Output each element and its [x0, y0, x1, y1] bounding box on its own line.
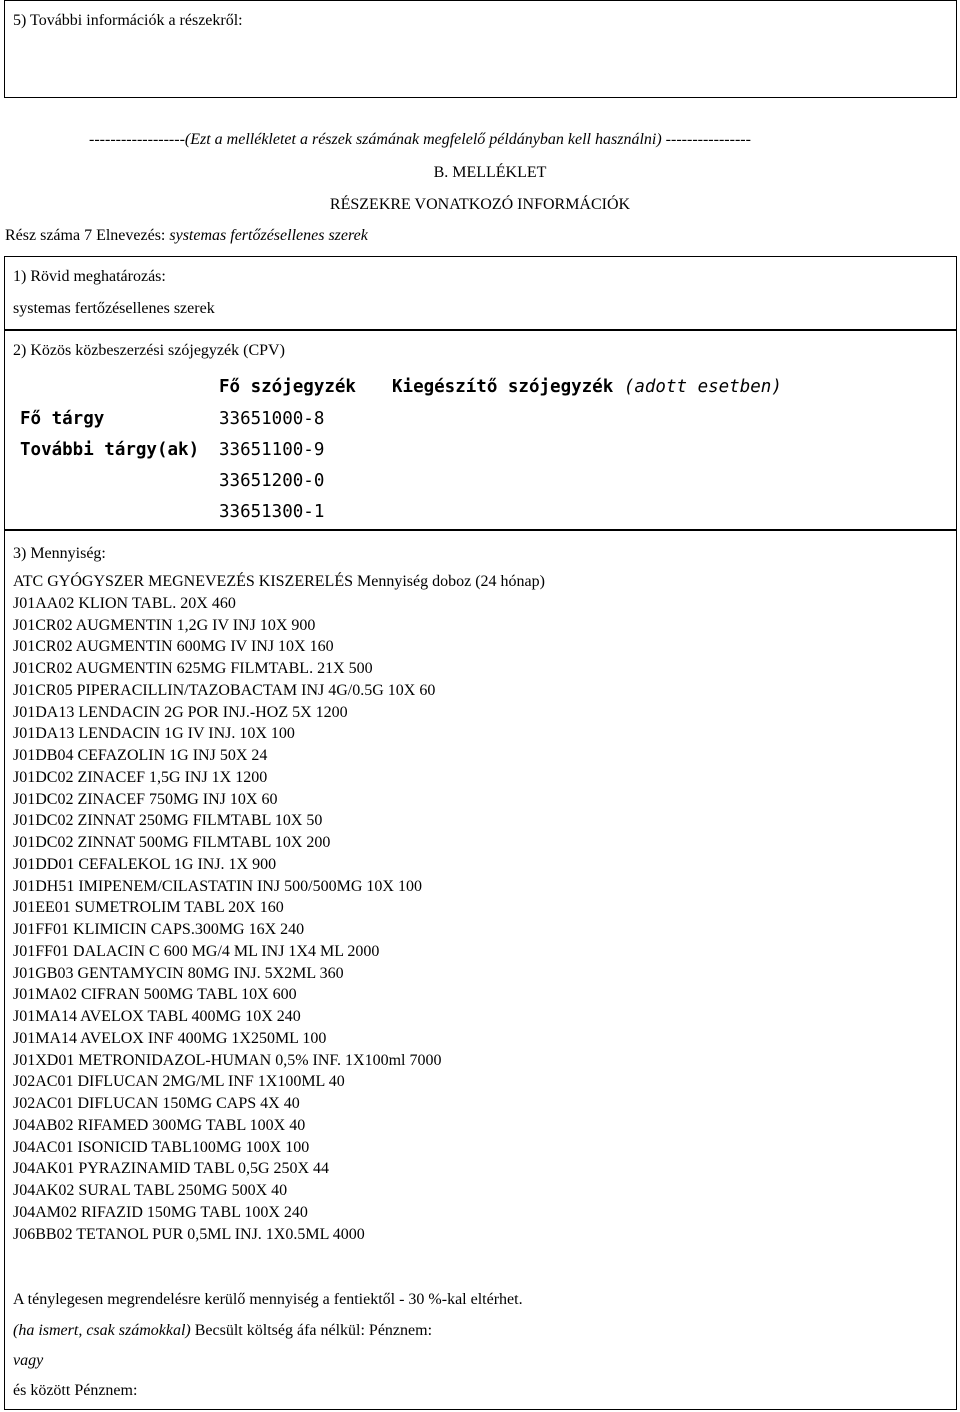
quantity-line: J01DC02 ZINNAT 250MG FILMTABL 10X 50 — [13, 812, 323, 830]
cpv-additional-label: További tárgy(ak) — [20, 440, 200, 460]
separator-text: (Ezt a mellékletet a részek számának megfelelő példányban kell használni) — [184, 131, 662, 148]
quantity-line: J04AB02 RIFAMED 300MG TABL 100X 40 — [13, 1116, 306, 1134]
quantity-line: J04AC01 ISONICID TABL100MG 100X 100 — [13, 1138, 310, 1156]
quantity-line: J01DD01 CEFALEKOL 1G INJ. 1X 900 — [13, 855, 277, 873]
quantity-line: J01FF01 KLIMICIN CAPS.300MG 16X 240 — [13, 921, 305, 938]
quantity-line: J01DC02 ZINNAT 500MG FILMTABL 10X 200 — [13, 834, 331, 851]
quantity-line: J01DC02 ZINACEF 750MG INJ 10X 60 — [13, 790, 278, 808]
quantity-line: J01CR05 PIPERACILLIN/TAZOBACTAM INJ 4G/0.5G 10X 60 — [13, 681, 436, 699]
quantity-line: J01GB03 GENTAMYCIN 80MG INJ. 5X2ML 360 — [13, 964, 344, 982]
cpv-heading: 2) Közös közbeszerzési szójegyzék (CPV) — [13, 342, 285, 359]
cpv-col-main-header: Fő szójegyzék — [219, 377, 356, 397]
quantity-line: J01DB04 CEFAZOLIN 1G INJ 50X 24 — [13, 747, 268, 764]
quantity-deviation-note: A ténylegesen megrendelésre kerülő mennyiség a fentiektől - 30 %-kal eltérhet. — [13, 1291, 523, 1308]
part-heading — [5, 227, 368, 245]
cpv-main-subject-label: Fő tárgy — [20, 409, 105, 429]
cpv-additional-code: 33651100-9 — [219, 440, 325, 460]
quantity-line: J02AC01 DIFLUCAN 2MG/ML INF 1X100ML 40 — [13, 1073, 345, 1091]
quantity-line: J04AK01 PYRAZINAMID TABL 0,5G 250X 44 — [13, 1160, 330, 1178]
annex-subtitle: RÉSZEKRE VONATKOZÓ INFORMÁCIÓK — [329, 196, 631, 213]
short-description-text: systemas fertőzésellenes szerek — [13, 300, 215, 317]
annex-title: B. MELLÉKLET — [433, 164, 547, 181]
cpv-additional-code: 33651300-1 — [219, 502, 325, 522]
cpv-col-supp-header — [392, 377, 782, 397]
quantity-line: J04AK02 SURAL TABL 250MG 500X 40 — [13, 1182, 288, 1199]
quantity-line: J01DH51 IMIPENEM/CILASTATIN INJ 500/500MG 10X 100 — [13, 877, 422, 895]
quantity-line: J01XD01 METRONIDAZOL-HUMAN 0,5% INF. 1X100ml 7000 — [13, 1051, 442, 1069]
quantity-line: J01FF01 DALACIN C 600 MG/4 ML INJ 1X4 ML 2000 — [13, 942, 380, 960]
annex-separator — [89, 131, 751, 149]
quantity-line: J01CR02 AUGMENTIN 1,2G IV INJ 10X 900 — [13, 616, 316, 634]
cpv-main-subject-code: 33651000-8 — [219, 409, 325, 429]
quantity-line: J01DC02 ZINACEF 1,5G INJ 1X 1200 — [13, 768, 268, 786]
quantity-line: J01DA13 LENDACIN 2G POR INJ.-HOZ 5X 1200 — [13, 703, 348, 721]
quantity-line: J01CR02 AUGMENTIN 625MG FILMTABL. 21X 500 — [13, 660, 373, 677]
quantity-header-line: ATC GYÓGYSZER MEGNEVEZÉS KISZERELÉS Mennyiség doboz (24 hónap) — [13, 573, 545, 590]
quantity-line: J04AM02 RIFAZID 150MG TABL 100X 240 — [13, 1203, 308, 1221]
between-text: és között Pénznem: — [13, 1382, 138, 1399]
estimated-cost-label: Becsült költség áfa nélkül: Pénznem: — [190, 1322, 433, 1339]
separator-right-dashes: ---------------- — [661, 131, 751, 148]
part-label: Rész száma 7 Elnevezés: — [5, 227, 170, 244]
short-description-heading: 1) Rövid meghatározás: — [13, 268, 166, 285]
separator-left-dashes: ------------------ — [89, 131, 185, 148]
estimated-cost — [13, 1322, 432, 1340]
quantity-line: J01MA14 AVELOX INF 400MG 1X250ML 100 — [13, 1029, 327, 1047]
estimated-cost-note: (ha ismert, csak számokkal) — [13, 1322, 191, 1339]
cpv-col-supp-label: Kiegészítő szójegyzék — [392, 377, 614, 397]
quantity-line: J01CR02 AUGMENTIN 600MG IV INJ 10X 160 — [13, 638, 334, 656]
quantity-heading: 3) Mennyiség: — [13, 545, 106, 562]
quantity-line: J01MA02 CIFRAN 500MG TABL 10X 600 — [13, 986, 297, 1004]
cpv-box — [4, 330, 957, 530]
quantity-line: J01AA02 KLION TABL. 20X 460 — [13, 594, 236, 612]
quantity-line: J01EE01 SUMETROLIM TABL 20X 160 — [13, 899, 284, 917]
quantity-line: J01MA14 AVELOX TABL 400MG 10X 240 — [13, 1008, 301, 1025]
or-text: vagy — [13, 1352, 44, 1369]
quantity-line: J01DA13 LENDACIN 1G IV INJ. 10X 100 — [13, 725, 295, 743]
part-name: systemas fertőzésellenes szerek — [169, 227, 368, 244]
quantity-line: J02AC01 DIFLUCAN 150MG CAPS 4X 40 — [13, 1095, 300, 1112]
cpv-col-supp-note: (adott esetben) — [623, 377, 782, 397]
quantity-line: J06BB02 TETANOL PUR 0,5ML INJ. 1X0.5ML 4000 — [13, 1225, 365, 1243]
cpv-additional-code: 33651200-0 — [219, 471, 325, 491]
section5-title: 5) További információk a részekről: — [13, 12, 243, 29]
